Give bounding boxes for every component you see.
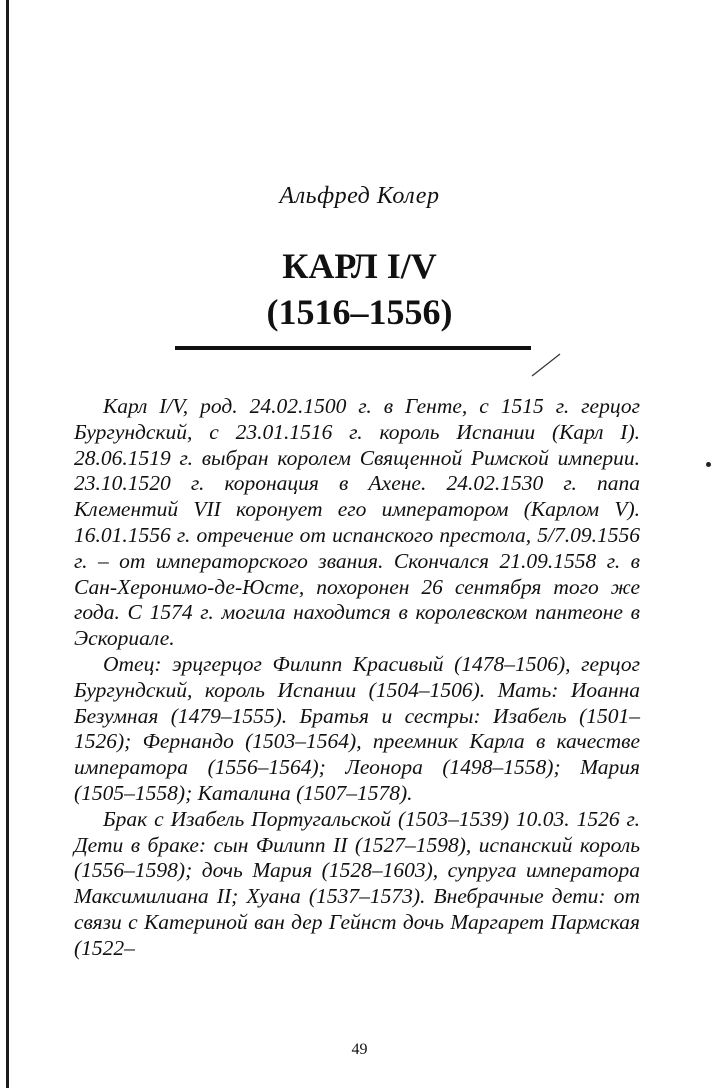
page-number: 49 bbox=[351, 1041, 368, 1058]
paragraph-marriage: Брак с Изабель Португальской (1503–1539) 10.03. 1526 г. Дети в браке: сын Филипп II (1527–1598), испанский король (1556–1598); дочь Мария (1528–1603), супруга императора Максимилиана II; Хуана (1537–1573). Внебрачные дети: от связи с Катериной ван дер Гейнст дочь Маргарет Пармская (1522– bbox=[74, 806, 640, 960]
pencil-mark bbox=[530, 352, 562, 378]
author-name: Альфред Колер bbox=[279, 183, 440, 209]
paragraph-biography: Карл I/V, род. 24.02.1500 г. в Генте, с 1515 г. герцог Бургундский, с 23.01.1516 г. король Испании (Карл I). 28.06.1519 г. выбран королем Священной Римской империи. 23.10.1520 г. коронация в Ахене. 24.02.1530 г. папа Клементий VII коронует его императором (Карлом V). 16.01.1556 г. отречение от испанского престола, 5/7.09.1556 г. – от императорского звания. Скончался 21.09.1558 г. в Сан-Херонимо-де-Юсте, похоронен 26 сентября того же года. С 1574 г. могила находится в королевском пантеоне в Эскориале. bbox=[74, 394, 640, 651]
chapter-title bbox=[0, 243, 719, 335]
paragraph-family: Отец: эрцгерцог Филипп Красивый (1478–1506), герцог Бургундский, король Испании (1504–1506). Мать: Иоанна Безумная (1479–1555). Братья и сестры: Изабель (1501–1526); Фернандо (1503–1564), преемник Карла в качестве императора (1556–1564); Леонора (1498–1558); Мария (1505–1558); Каталина (1507–1578). bbox=[74, 651, 640, 805]
body-text bbox=[74, 394, 640, 962]
page-edge-shadow bbox=[6, 0, 9, 1088]
chapter-title-years: (1516–1556) bbox=[266, 292, 453, 332]
margin-speck bbox=[706, 462, 711, 467]
chapter-title-name: КАРЛ I/V bbox=[282, 246, 437, 286]
title-divider bbox=[175, 346, 531, 350]
